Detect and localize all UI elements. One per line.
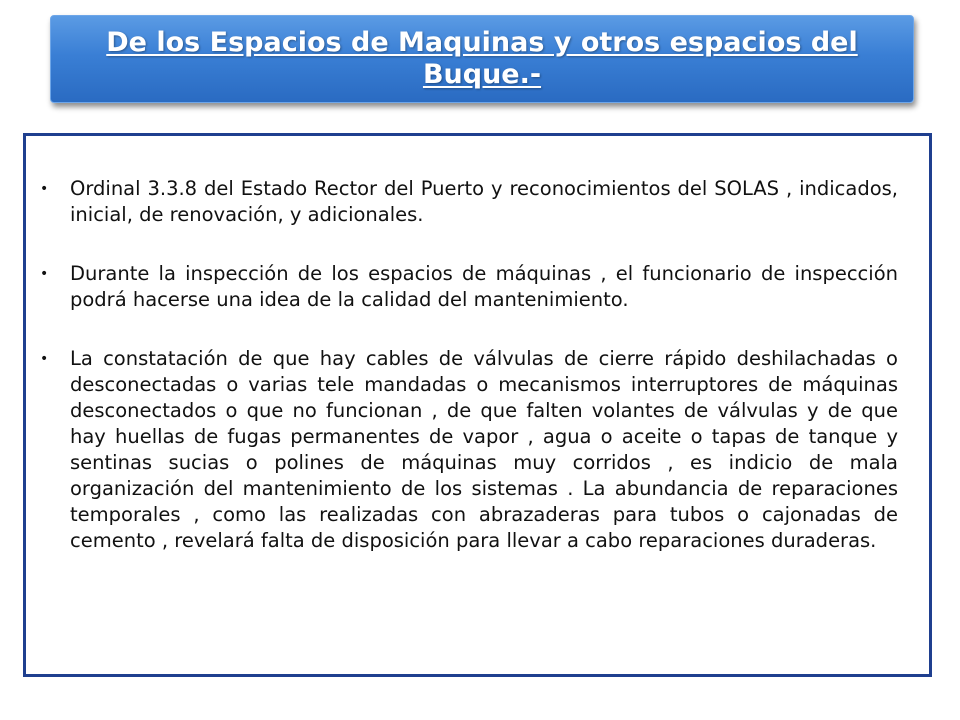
bullet-icon: • xyxy=(40,351,49,367)
bullet-item xyxy=(40,346,898,554)
bullet-text: Ordinal 3.3.8 del Estado Rector del Puerto y reconocimientos del SOLAS , indicados, inicial, de renovación, y adicionales. xyxy=(70,177,898,226)
bullet-item xyxy=(40,176,898,228)
bullet-icon: • xyxy=(40,266,49,282)
slide-title: De los Espacios de Maquinas y otros espacios del Buque.- xyxy=(106,27,858,90)
bullet-text: Durante la inspección de los espacios de máquinas , el funcionario de inspección podrá hacerse una idea de la calidad del mantenimiento. xyxy=(70,262,898,311)
bullet-text: La constatación de que hay cables de válvulas de cierre rápido deshilachadas o desconectadas o varias tele mandadas o mecanismos interruptores de máquinas desconectados o que no funcionan , de que falten volantes de válvulas y de que hay huellas de fugas permanentes de vapor , agua o aceite o tapas de tanque y sentinas sucias o polines de máquinas muy corridos , es indicio de mala organización del mantenimiento de los sistemas . La abundancia de reparaciones temporales , como las realizadas con abrazaderas para tubos o cajonadas de cemento , revelará falta de disposición para llevar a cabo reparaciones duraderas. xyxy=(70,347,898,552)
bullet-item xyxy=(40,261,898,313)
title-banner xyxy=(50,15,914,103)
bullet-list xyxy=(40,176,898,587)
content-panel xyxy=(23,133,932,677)
bullet-icon: • xyxy=(40,181,49,197)
